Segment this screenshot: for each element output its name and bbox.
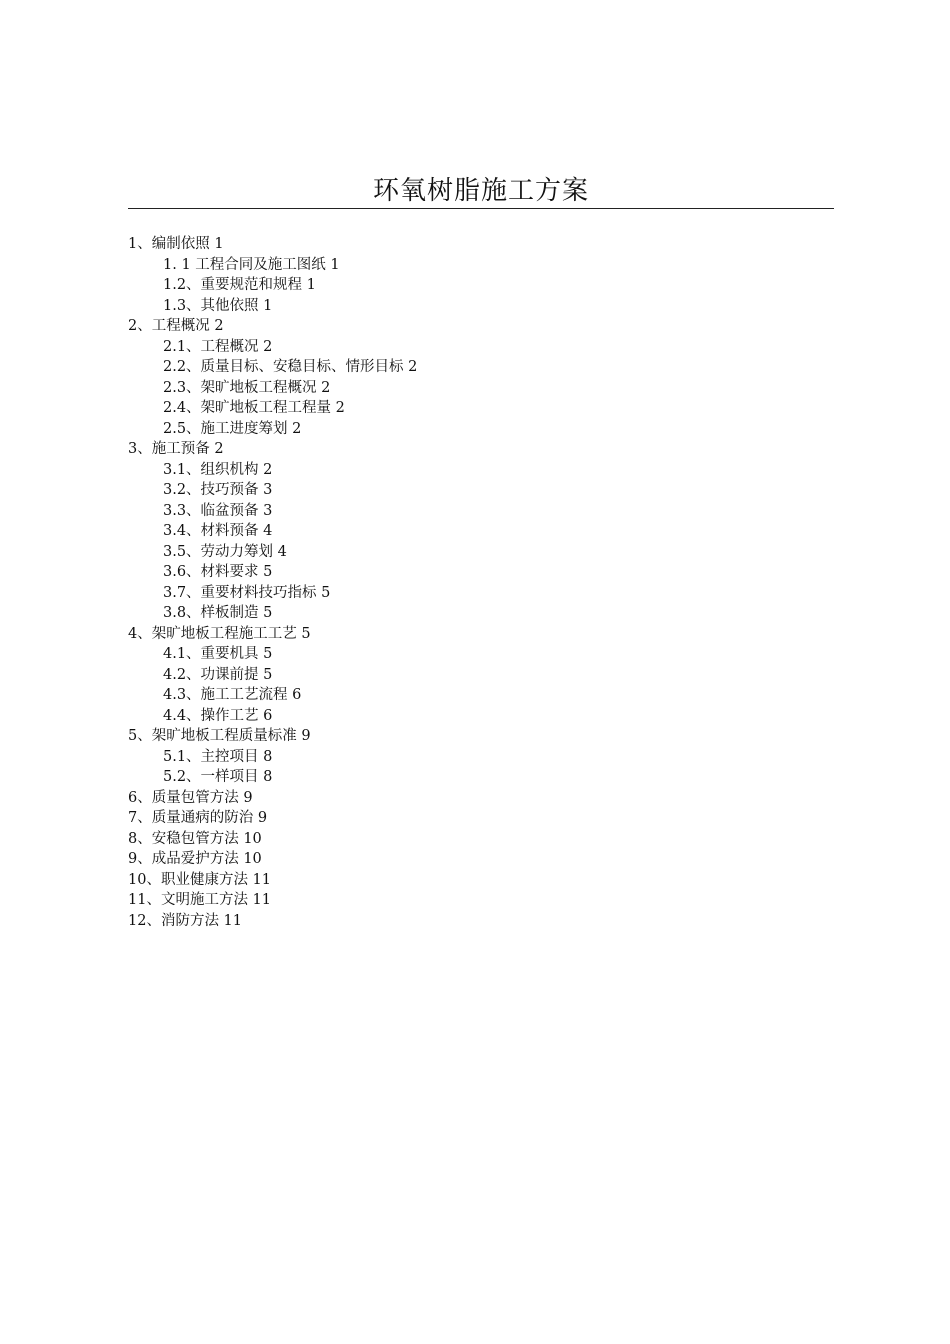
- toc-section-entry[interactable]: 7、质量通病的防治 9: [128, 810, 268, 826]
- toc-subsection-entry[interactable]: 3.8、样板制造 5: [163, 605, 273, 621]
- toc-subsection-entry[interactable]: 1. 1 工程合同及施工图纸 1: [163, 256, 340, 273]
- toc-subsection-entry[interactable]: 3.6、材料要求 5: [163, 564, 273, 580]
- toc-subsection-entry[interactable]: 5.2、一样项目 8: [163, 769, 273, 785]
- toc-subsection-entry[interactable]: 4.2、功课前提 5: [163, 666, 273, 683]
- toc-section-entry[interactable]: 9、成品爱护方法 10: [128, 851, 262, 867]
- toc-subsection-entry[interactable]: 5.1、主控项目 8: [163, 748, 273, 765]
- toc-subsection-entry[interactable]: 2.4、架旷地板工程工程量 2: [163, 400, 345, 416]
- toc-section-entry[interactable]: 2、工程概况 2: [128, 318, 224, 334]
- toc-subsection-entry[interactable]: 4.4、操作工艺 6: [163, 707, 273, 724]
- toc-section-entry[interactable]: 5、架旷地板工程质量标准 9: [128, 728, 311, 744]
- table-of-contents: [128, 234, 828, 931]
- toc-subsection-entry[interactable]: 2.2、质量目标、安稳目标、情形目标 2: [163, 359, 418, 375]
- toc-section-entry[interactable]: 12、消防方法 11: [128, 912, 243, 929]
- document-title: 环氧树脂施工方案: [372, 176, 589, 206]
- toc-section-entry[interactable]: 11、文明施工方法 11: [128, 892, 272, 908]
- toc-section-entry[interactable]: 8、安稳包管方法 10: [128, 830, 262, 847]
- toc-subsection-entry[interactable]: 2.5、施工进度筹划 2: [163, 420, 302, 437]
- toc-section-entry[interactable]: 4、架旷地板工程施工工艺 5: [128, 625, 311, 642]
- toc-section-entry[interactable]: 10、职业健康方法 11: [128, 871, 272, 888]
- toc-section-entry[interactable]: 1、编制依照 1: [128, 236, 224, 252]
- toc-subsection-entry[interactable]: 2.3、架旷地板工程概况 2: [163, 379, 331, 396]
- toc-subsection-entry[interactable]: 3.1、组织机构 2: [163, 461, 273, 478]
- title-block: [128, 174, 834, 209]
- toc-subsection-entry[interactable]: 4.3、施工工艺流程 6: [163, 687, 302, 703]
- toc-subsection-entry[interactable]: 3.5、劳动力筹划 4: [163, 543, 287, 560]
- toc-subsection-entry[interactable]: 3.3、临盆预备 3: [163, 502, 273, 519]
- toc-subsection-entry[interactable]: 3.2、技巧预备 3: [163, 482, 273, 498]
- toc-subsection-entry[interactable]: 1.2、重要规范和规程 1: [163, 277, 316, 293]
- toc-subsection-entry[interactable]: 4.1、重要机具 5: [163, 646, 273, 662]
- toc-section-entry[interactable]: 3、施工预备 2: [128, 441, 224, 457]
- toc-subsection-entry[interactable]: 2.1、工程概况 2: [163, 338, 273, 355]
- toc-subsection-entry[interactable]: 1.3、其他依照 1: [163, 297, 273, 314]
- toc-subsection-entry[interactable]: 3.7、重要材料技巧指标 5: [163, 584, 331, 601]
- toc-subsection-entry[interactable]: 3.4、材料预备 4: [163, 523, 273, 539]
- toc-section-entry[interactable]: 6、质量包管方法 9: [128, 789, 253, 806]
